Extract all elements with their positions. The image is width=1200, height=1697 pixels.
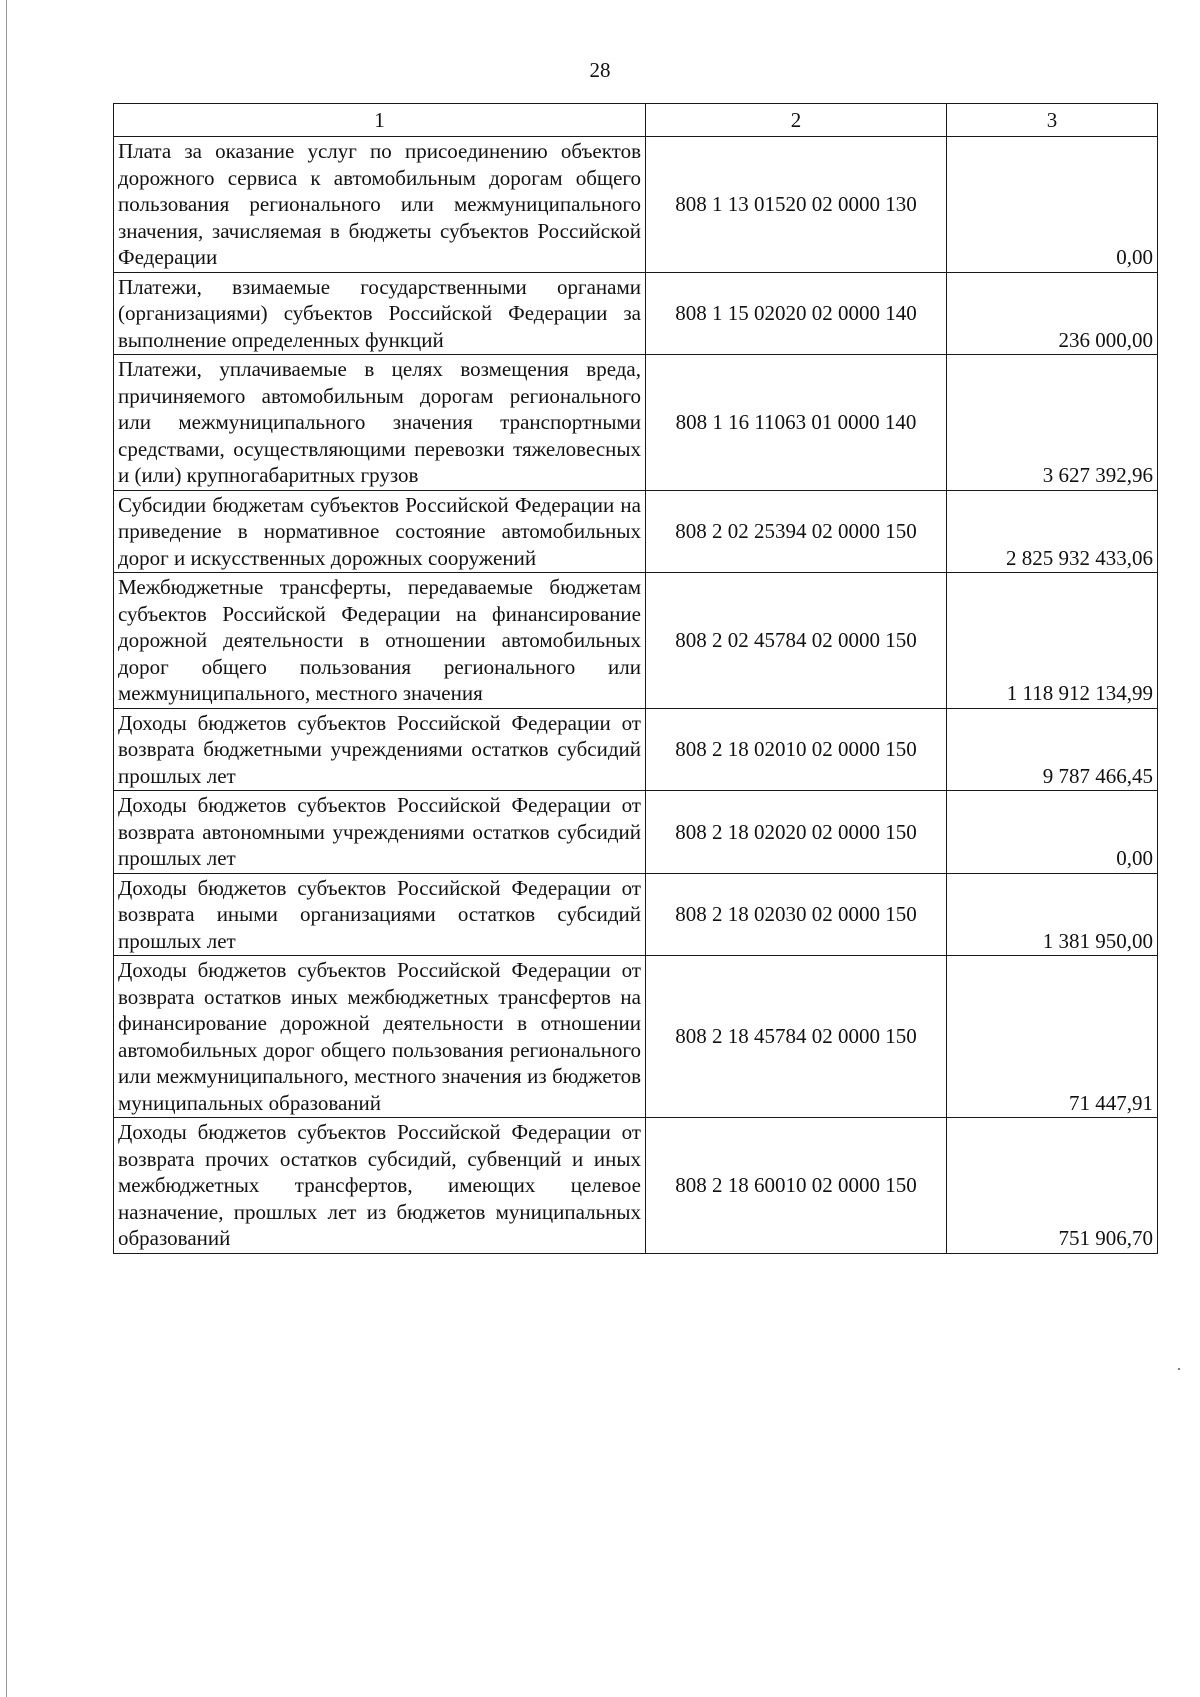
row-description: Платежи, уплачиваемые в целях возмещения вреда, причиняемого автомобильным дорогам регионального или межмуниципального значения транспортными средствами, осуществляющими перевозки тяжеловесных и (или) крупногабаритных грузов	[114, 355, 646, 491]
row-code: 808 2 02 25394 02 0000 150	[646, 490, 947, 573]
row-description: Субсидии бюджетам субъектов Российской Федерации на приведение в нормативное состояние автомобильных дорог и искусственных дорожных сооружений	[114, 490, 646, 573]
table-header-row	[114, 104, 1158, 137]
table-row	[114, 137, 1158, 273]
row-description: Доходы бюджетов субъектов Российской Федерации от возврата автономными учреждениями остатков субсидий прошлых лет	[114, 791, 646, 874]
row-amount: 9 787 466,45	[947, 708, 1158, 791]
table-row	[114, 956, 1158, 1118]
row-amount: 236 000,00	[947, 272, 1158, 355]
row-description: Плата за оказание услуг по присоединению объектов дорожного сервиса к автомобильным дорогам общего пользования регионального или межмуниципального значения, зачисляемая в бюджеты субъектов Российской Федерации	[114, 137, 646, 273]
row-amount: 1 118 912 134,99	[947, 573, 1158, 709]
table-row	[114, 490, 1158, 573]
table-row	[114, 873, 1158, 956]
row-amount: 3 627 392,96	[947, 355, 1158, 491]
row-amount: 0,00	[947, 791, 1158, 874]
row-description: Доходы бюджетов субъектов Российской Федерации от возврата бюджетными учреждениями остатков субсидий прошлых лет	[114, 708, 646, 791]
column-header-1: 1	[114, 104, 646, 137]
row-description: Межбюджетные трансферты, передаваемые бюджетам субъектов Российской Федерации на финансирование дорожной деятельности в отношении автомобильных дорог общего пользования регионального или межмуниципального, местного значения	[114, 573, 646, 709]
scan-speck	[1178, 1368, 1180, 1370]
row-code: 808 2 18 02020 02 0000 150	[646, 791, 947, 874]
row-amount: 71 447,91	[947, 956, 1158, 1118]
column-header-3: 3	[947, 104, 1158, 137]
row-amount: 2 825 932 433,06	[947, 490, 1158, 573]
table-row	[114, 708, 1158, 791]
row-code: 808 1 16 11063 01 0000 140	[646, 355, 947, 491]
row-description: Доходы бюджетов субъектов Российской Федерации от возврата иными организациями остатков субсидий прошлых лет	[114, 873, 646, 956]
row-description: Доходы бюджетов субъектов Российской Федерации от возврата прочих остатков субсидий, субвенций и иных межбюджетных трансфертов, имеющих целевое назначение, прошлых лет из бюджетов муниципальных образований	[114, 1118, 646, 1254]
revenue-table	[113, 103, 1158, 1254]
row-amount: 0,00	[947, 137, 1158, 273]
page-number: 28	[589, 58, 611, 82]
row-amount: 751 906,70	[947, 1118, 1158, 1254]
table-row	[114, 791, 1158, 874]
row-code: 808 2 18 02010 02 0000 150	[646, 708, 947, 791]
row-code: 808 2 02 45784 02 0000 150	[646, 573, 947, 709]
row-code: 808 2 18 45784 02 0000 150	[646, 956, 947, 1118]
row-description: Доходы бюджетов субъектов Российской Федерации от возврата остатков иных межбюджетных трансфертов на финансирование дорожной деятельности в отношении автомобильных дорог общего пользования регионального или межмуниципального, местного значения из бюджетов муниципальных образований	[114, 956, 646, 1118]
column-header-2: 2	[646, 104, 947, 137]
row-code: 808 1 15 02020 02 0000 140	[646, 272, 947, 355]
row-code: 808 2 18 02030 02 0000 150	[646, 873, 947, 956]
table-row	[114, 355, 1158, 491]
row-code: 808 2 18 60010 02 0000 150	[646, 1118, 947, 1254]
table-row	[114, 573, 1158, 709]
scan-edge-line	[6, 0, 7, 1697]
row-description: Платежи, взимаемые государственными органами (организациями) субъектов Российской Федерации за выполнение определенных функций	[114, 272, 646, 355]
table-row	[114, 272, 1158, 355]
table-row	[114, 1118, 1158, 1254]
row-code: 808 1 13 01520 02 0000 130	[646, 137, 947, 273]
row-amount: 1 381 950,00	[947, 873, 1158, 956]
